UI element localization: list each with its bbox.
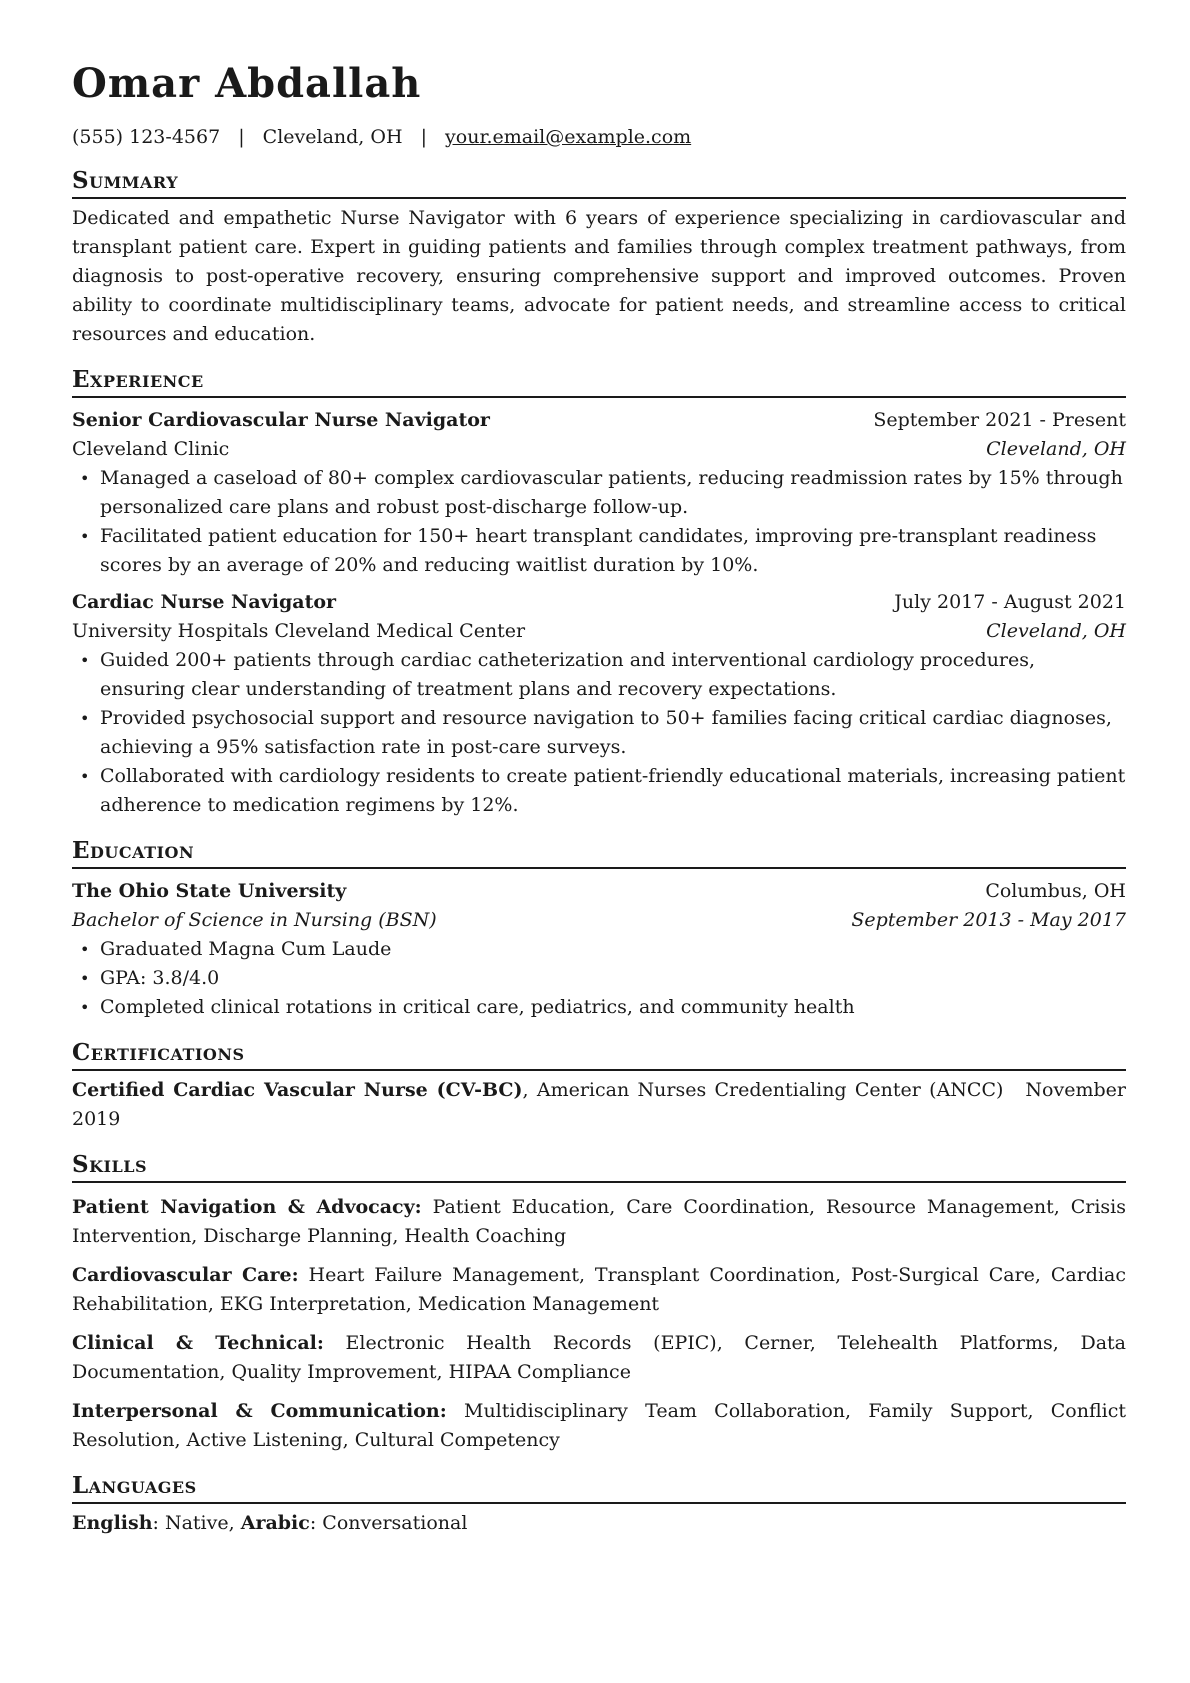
skill-group: [72, 1193, 1126, 1251]
certifications-section: [72, 1038, 1126, 1134]
language-level: : Conversational: [309, 1512, 468, 1534]
education-entry: [72, 877, 1126, 1022]
resume-page: [72, 58, 1126, 1538]
phone-number: (555) 123-4567: [72, 126, 221, 148]
skill-group: [72, 1261, 1126, 1319]
job-role: Senior Cardiovascular Nurse Navigator: [72, 409, 490, 431]
job-role: Cardiac Nurse Navigator: [72, 591, 337, 613]
section-title-certifications: Certifications: [72, 1038, 1126, 1071]
school-location: Columbus, OH: [985, 880, 1126, 902]
job-bullet: • Guided 200+ patients through cardiac catheterization and interventional cardiology procedures, ensuring clear understanding of treatment plans and recovery expectations.: [72, 646, 1126, 704]
skill-group: [72, 1397, 1126, 1455]
degree: Bachelor of Science in Nursing (BSN): [72, 909, 437, 931]
education-bullet: • Graduated Magna Cum Laude: [72, 935, 1126, 964]
certification-issuer: , American Nurses Credentialing Center (ANCC): [522, 1079, 1004, 1101]
education-bullet: • Completed clinical rotations in critical care, pediatrics, and community health: [72, 993, 1126, 1022]
language-name: Arabic: [240, 1512, 310, 1534]
skill-group-label: Patient Navigation & Advocacy:: [72, 1196, 422, 1218]
job-bullet: • Managed a caseload of 80+ complex cardiovascular patients, reducing readmission rates by 15% through personalized care plans and robust post-discharge follow-up.: [72, 464, 1126, 522]
certification-name: Certified Cardiac Vascular Nurse (CV-BC): [72, 1079, 523, 1101]
education-dates: September 2013 - May 2017: [851, 909, 1126, 931]
contact-line: [72, 124, 1126, 150]
skill-group-items: Multidisciplinary Team Collaboration, Family Support, Conflict Resolution, Active Listening, Cultural Competency: [72, 1400, 1127, 1451]
language-level: : Native,: [152, 1512, 241, 1534]
job-entry: [72, 406, 1126, 580]
job-bullet: • Facilitated patient education for 150+ heart transplant candidates, improving pre-transplant readiness scores by an average of 20% and reducing waitlist duration by 10%.: [72, 522, 1126, 580]
job-location: Cleveland, OH: [986, 438, 1126, 460]
section-title-summary: Summary: [72, 166, 1126, 199]
education-section: [72, 836, 1126, 1022]
certification-entry: [72, 1076, 1126, 1134]
skills-section: [72, 1150, 1126, 1455]
job-organization: University Hospitals Cleveland Medical Center: [72, 620, 526, 642]
experience-section: [72, 365, 1126, 820]
candidate-name: Omar Abdallah: [72, 60, 422, 107]
job-location: Cleveland, OH: [986, 620, 1126, 642]
email-link[interactable]: your.email@example.com: [445, 126, 692, 148]
school-name: The Ohio State University: [72, 880, 347, 902]
section-title-skills: Skills: [72, 1150, 1126, 1183]
contact-separator: |: [238, 126, 245, 148]
skill-group-label: Clinical & Technical:: [72, 1332, 324, 1354]
job-bullet: • Collaborated with cardiology residents to create patient-friendly educational materials, increasing patient adherence to medication regimens by 12%.: [72, 762, 1126, 820]
skill-group-items: Electronic Health Records (EPIC), Cerner, Telehealth Platforms, Data Documentation, Quality Improvement, HIPAA Compliance: [72, 1332, 1126, 1383]
languages-line: [72, 1509, 1126, 1538]
section-title-experience: Experience: [72, 365, 1126, 398]
job-organization: Cleveland Clinic: [72, 438, 230, 460]
summary-section: [72, 166, 1126, 349]
contact-separator: |: [420, 126, 427, 148]
certification-date: November 2019: [72, 1079, 1126, 1130]
skill-group-items: Patient Education, Care Coordination, Resource Management, Crisis Intervention, Discharge Planning, Health Coaching: [72, 1196, 1127, 1247]
skill-group-label: Interpersonal & Communication:: [72, 1400, 447, 1422]
job-bullet: • Provided psychosocial support and resource navigation to 50+ families facing critical cardiac diagnoses, achieving a 95% satisfaction rate in post-care surveys.: [72, 704, 1126, 762]
skill-group-label: Cardiovascular Care:: [72, 1264, 299, 1286]
languages-section: [72, 1471, 1126, 1538]
section-title-languages: Languages: [72, 1471, 1126, 1504]
job-dates: September 2021 - Present: [873, 409, 1126, 431]
skill-group-items: Heart Failure Management, Transplant Coordination, Post-Surgical Care, Cardiac Rehabilitation, EKG Interpretation, Medication Management: [72, 1264, 1127, 1315]
location: Cleveland, OH: [262, 126, 403, 148]
summary-text: Dedicated and empathetic Nurse Navigator with 6 years of experience specializing in cardiovascular and transplant patient care. Expert in guiding patients and families through complex treatment pathways, from diagnosis to post-operative recovery, ensuring comprehensive support and improved outcomes. Proven ability to coordinate multidisciplinary teams, advocate for patient needs, and streamline access to critical resources and education.: [72, 207, 1126, 345]
education-bullet: • GPA: 3.8/4.0: [72, 964, 1126, 993]
job-entry: [72, 588, 1126, 820]
section-title-education: Education: [72, 836, 1126, 869]
language-name: English: [72, 1512, 153, 1534]
skill-group: [72, 1329, 1126, 1387]
job-dates: July 2017 - August 2021: [894, 591, 1126, 613]
